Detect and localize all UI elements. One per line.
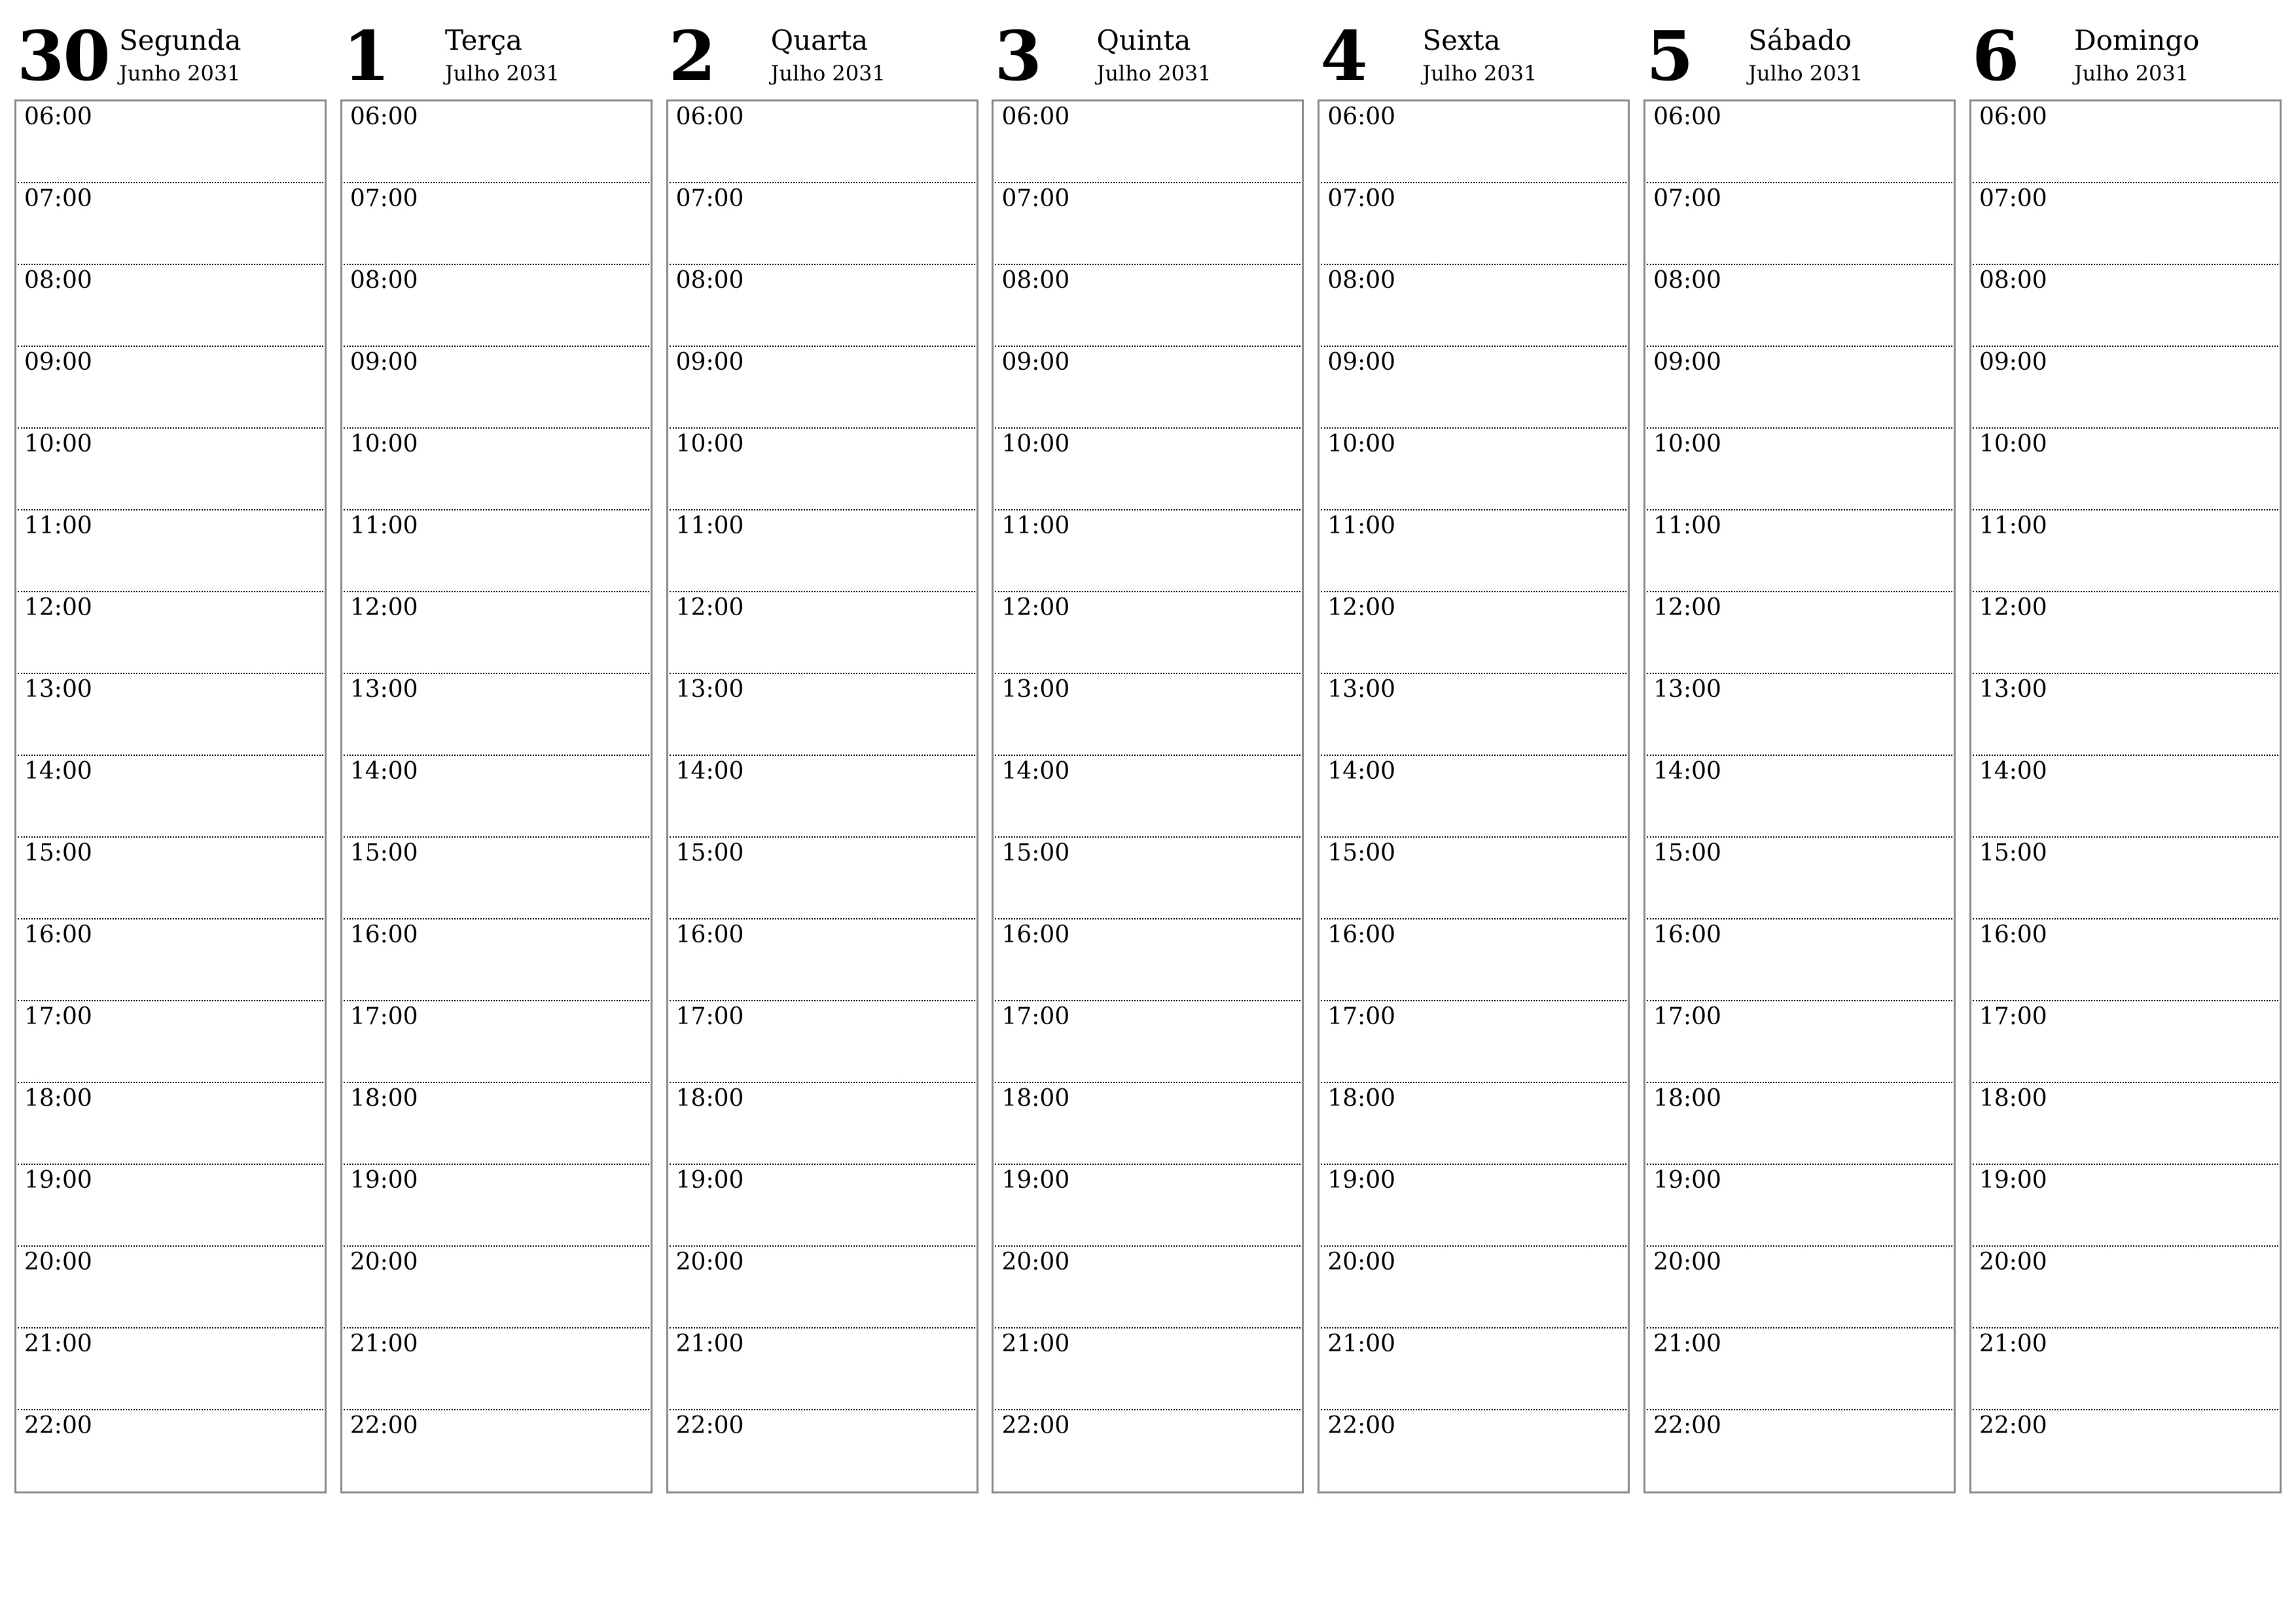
time-slot-0800[interactable] [1321,265,1626,347]
time-slot-1700[interactable] [1647,1001,1952,1083]
time-slot-2100[interactable] [344,1329,649,1410]
time-slot-1500[interactable] [1647,838,1952,919]
day-month: Julho 2031 [1748,61,1863,86]
day-header [992,16,1304,99]
time-slot-label: 06:00 [1979,103,2047,130]
time-slot-0600[interactable] [670,101,975,183]
time-slot-label: 21:00 [350,1330,418,1357]
day-column-1 [340,16,653,1496]
time-slot-label: 15:00 [350,840,418,866]
time-slot-0600[interactable] [995,101,1300,183]
day-schedule-box [1318,99,1630,1493]
day-column-4 [1318,16,1630,1496]
time-slot-label: 20:00 [350,1249,418,1275]
time-slot-label: 19:00 [1979,1167,2047,1194]
time-slot-1100[interactable] [670,510,975,592]
day-schedule-box [666,99,978,1493]
day-schedule-box [992,99,1304,1493]
time-slot-label: 17:00 [1653,1003,1721,1030]
time-slot-1100[interactable] [995,510,1300,592]
time-slot-2000[interactable] [670,1247,975,1329]
time-slot-label: 12:00 [675,594,744,621]
time-slot-label: 13:00 [350,676,418,703]
time-slot-0700[interactable] [995,183,1300,265]
time-slot-label: 06:00 [1327,103,1396,130]
time-slot-0700[interactable] [1973,183,2278,265]
time-slot-1300[interactable] [18,674,323,756]
time-slot-label: 10:00 [1653,431,1721,457]
day-header [666,16,978,99]
time-slot-0600[interactable] [344,101,649,183]
time-slot-label: 21:00 [1653,1330,1721,1357]
time-slot-label: 21:00 [1327,1330,1396,1357]
time-slot-0600[interactable] [1973,101,2278,183]
time-slot-1300[interactable] [1647,674,1952,756]
day-header [1318,16,1630,99]
day-schedule-box [14,99,327,1493]
time-slot-label: 15:00 [1001,840,1070,866]
time-slot-1500[interactable] [1321,838,1626,919]
time-slot-1300[interactable] [1973,674,2278,756]
time-slot-1100[interactable] [1973,510,2278,592]
time-slot-label: 16:00 [675,921,744,948]
day-name: Domingo [2073,24,2200,56]
time-slot-1200[interactable] [995,592,1300,674]
time-slot-1200[interactable] [344,592,649,674]
time-slot-label: 17:00 [1327,1003,1396,1030]
day-number: 1 [342,16,389,96]
time-slot-label: 11:00 [1979,512,2047,539]
time-slot-label: 18:00 [675,1085,744,1112]
time-slot-label: 15:00 [1979,840,2047,866]
time-slot-0900[interactable] [1321,347,1626,429]
time-slot-label: 08:00 [1979,267,2047,294]
time-slot-1200[interactable] [1321,592,1626,674]
time-slot-1800[interactable] [1647,1083,1952,1165]
day-header [1643,16,1956,99]
day-column-5 [1643,16,1956,1496]
time-slot-1800[interactable] [995,1083,1300,1165]
day-name: Segunda [119,24,242,56]
time-slot-label: 14:00 [24,758,92,785]
time-slot-label: 20:00 [1979,1249,2047,1275]
time-slot-1700[interactable] [344,1001,649,1083]
time-slot-0800[interactable] [995,265,1300,347]
time-slot-label: 12:00 [350,594,418,621]
time-slot-1000[interactable] [670,429,975,510]
time-slot-0600[interactable] [1321,101,1626,183]
time-slot-label: 18:00 [1979,1085,2047,1112]
time-slot-1600[interactable] [1321,919,1626,1001]
time-slot-label: 06:00 [24,103,92,130]
time-slot-2100[interactable] [1321,1329,1626,1410]
time-slot-label: 13:00 [1979,676,2047,703]
time-slot-2000[interactable] [344,1247,649,1329]
time-slot-2000[interactable] [18,1247,323,1329]
time-slot-1300[interactable] [1321,674,1626,756]
time-slot-label: 11:00 [1001,512,1070,539]
time-slot-1400[interactable] [1647,756,1952,838]
time-slot-0700[interactable] [670,183,975,265]
day-number: 3 [994,16,1041,96]
time-slot-label: 22:00 [1653,1412,1721,1439]
time-slot-label: 22:00 [1979,1412,2047,1439]
time-slot-1200[interactable] [1973,592,2278,674]
time-slot-label: 15:00 [1327,840,1396,866]
time-slot-1400[interactable] [1973,756,2278,838]
time-slot-1100[interactable] [18,510,323,592]
time-slot-label: 14:00 [675,758,744,785]
time-slot-label: 09:00 [1327,349,1396,376]
time-slot-label: 20:00 [1001,1249,1070,1275]
time-slot-label: 11:00 [675,512,744,539]
time-slot-1500[interactable] [995,838,1300,919]
time-slot-1800[interactable] [18,1083,323,1165]
time-slot-0900[interactable] [344,347,649,429]
time-slot-label: 06:00 [675,103,744,130]
time-slot-label: 17:00 [24,1003,92,1030]
time-slot-label: 14:00 [350,758,418,785]
time-slot-1000[interactable] [18,429,323,510]
day-name: Quarta [770,24,869,56]
time-slot-1400[interactable] [670,756,975,838]
time-slot-label: 12:00 [24,594,92,621]
time-slot-2100[interactable] [995,1329,1300,1410]
time-slot-1500[interactable] [344,838,649,919]
time-slot-label: 07:00 [350,185,418,212]
time-slot-label: 13:00 [1001,676,1070,703]
time-slot-2200[interactable] [18,1410,323,1492]
day-number: 30 [17,16,109,96]
day-month: Julho 2031 [444,61,560,86]
time-slot-1900[interactable] [670,1165,975,1247]
time-slot-label: 15:00 [1653,840,1721,866]
time-slot-1400[interactable] [1321,756,1626,838]
time-slot-label: 17:00 [1001,1003,1070,1030]
time-slot-1800[interactable] [670,1083,975,1165]
time-slot-label: 10:00 [1979,431,2047,457]
time-slot-1000[interactable] [344,429,649,510]
time-slot-label: 06:00 [1653,103,1721,130]
day-column-6 [1969,16,2282,1496]
time-slot-0900[interactable] [995,347,1300,429]
day-schedule-box [340,99,653,1493]
time-slot-0800[interactable] [18,265,323,347]
time-slot-label: 19:00 [1001,1167,1070,1194]
time-slot-1600[interactable] [670,919,975,1001]
time-slot-label: 18:00 [1653,1085,1721,1112]
time-slot-1500[interactable] [670,838,975,919]
time-slot-2100[interactable] [1973,1329,2278,1410]
time-slot-label: 19:00 [1327,1167,1396,1194]
time-slot-0600[interactable] [18,101,323,183]
time-slot-label: 22:00 [1327,1412,1396,1439]
time-slot-label: 14:00 [1001,758,1070,785]
time-slot-label: 06:00 [350,103,418,130]
time-slot-1300[interactable] [670,674,975,756]
time-slot-1200[interactable] [18,592,323,674]
time-slot-label: 09:00 [350,349,418,376]
day-month: Junho 2031 [119,61,241,86]
day-name: Terça [444,24,523,56]
time-slot-1700[interactable] [995,1001,1300,1083]
time-slot-1600[interactable] [995,919,1300,1001]
time-slot-1500[interactable] [1973,838,2278,919]
time-slot-label: 12:00 [1327,594,1396,621]
time-slot-1200[interactable] [670,592,975,674]
time-slot-1100[interactable] [1321,510,1626,592]
time-slot-1900[interactable] [18,1165,323,1247]
day-column-0 [14,16,327,1496]
time-slot-label: 20:00 [1327,1249,1396,1275]
time-slot-0900[interactable] [1973,347,2278,429]
time-slot-2200[interactable] [995,1410,1300,1492]
time-slot-label: 21:00 [24,1330,92,1357]
day-header [14,16,327,99]
time-slot-0800[interactable] [1647,265,1952,347]
time-slot-label: 08:00 [24,267,92,294]
time-slot-1300[interactable] [995,674,1300,756]
time-slot-label: 17:00 [675,1003,744,1030]
time-slot-1800[interactable] [344,1083,649,1165]
time-slot-2000[interactable] [995,1247,1300,1329]
time-slot-label: 16:00 [24,921,92,948]
day-header [340,16,653,99]
time-slot-label: 10:00 [1327,431,1396,457]
time-slot-label: 11:00 [1653,512,1721,539]
time-slot-label: 16:00 [1327,921,1396,948]
time-slot-label: 20:00 [24,1249,92,1275]
time-slot-2200[interactable] [1321,1410,1626,1492]
time-slot-label: 10:00 [675,431,744,457]
time-slot-2000[interactable] [1973,1247,2278,1329]
time-slot-label: 18:00 [1001,1085,1070,1112]
time-slot-2000[interactable] [1647,1247,1952,1329]
time-slot-1400[interactable] [995,756,1300,838]
time-slot-0900[interactable] [1647,347,1952,429]
time-slot-2100[interactable] [1647,1329,1952,1410]
time-slot-label: 13:00 [1327,676,1396,703]
time-slot-1300[interactable] [344,674,649,756]
time-slot-label: 09:00 [1653,349,1721,376]
time-slot-label: 22:00 [1001,1412,1070,1439]
time-slot-label: 13:00 [24,676,92,703]
time-slot-label: 07:00 [1001,185,1070,212]
day-column-2 [666,16,978,1496]
time-slot-1100[interactable] [1647,510,1952,592]
time-slot-1700[interactable] [670,1001,975,1083]
day-schedule-box [1969,99,2282,1493]
time-slot-label: 16:00 [1001,921,1070,948]
time-slot-label: 11:00 [1327,512,1396,539]
time-slot-label: 09:00 [1979,349,2047,376]
time-slot-2100[interactable] [670,1329,975,1410]
time-slot-0700[interactable] [344,183,649,265]
time-slot-1900[interactable] [344,1165,649,1247]
day-name: Sexta [1422,24,1501,56]
time-slot-0700[interactable] [1647,183,1952,265]
time-slot-label: 11:00 [24,512,92,539]
time-slot-label: 18:00 [1327,1085,1396,1112]
time-slot-label: 18:00 [24,1085,92,1112]
time-slot-1700[interactable] [1321,1001,1626,1083]
time-slot-label: 21:00 [675,1330,744,1357]
time-slot-label: 22:00 [24,1412,92,1439]
time-slot-label: 08:00 [1327,267,1396,294]
time-slot-0800[interactable] [1973,265,2278,347]
weekly-planner [14,16,2282,1496]
time-slot-label: 22:00 [350,1412,418,1439]
time-slot-label: 21:00 [1979,1330,2047,1357]
time-slot-0700[interactable] [18,183,323,265]
time-slot-0800[interactable] [344,265,649,347]
time-slot-2200[interactable] [1647,1410,1952,1492]
time-slot-label: 07:00 [24,185,92,212]
day-month: Julho 2031 [1422,61,1537,86]
time-slot-1700[interactable] [18,1001,323,1083]
time-slot-label: 13:00 [1653,676,1721,703]
time-slot-label: 18:00 [350,1085,418,1112]
time-slot-label: 16:00 [1979,921,2047,948]
day-column-3 [992,16,1304,1496]
day-month: Julho 2031 [770,61,886,86]
day-header [1969,16,2282,99]
time-slot-label: 14:00 [1327,758,1396,785]
time-slot-label: 15:00 [675,840,744,866]
time-slot-1900[interactable] [1973,1165,2278,1247]
time-slot-label: 08:00 [1001,267,1070,294]
time-slot-label: 13:00 [675,676,744,703]
time-slot-1700[interactable] [1973,1001,2278,1083]
day-number: 2 [668,16,715,96]
time-slot-label: 19:00 [24,1167,92,1194]
time-slot-2200[interactable] [344,1410,649,1492]
time-slot-1200[interactable] [1647,592,1952,674]
time-slot-label: 19:00 [1653,1167,1721,1194]
time-slot-2200[interactable] [1973,1410,2278,1492]
time-slot-label: 19:00 [675,1167,744,1194]
time-slot-1900[interactable] [1647,1165,1952,1247]
time-slot-1400[interactable] [344,756,649,838]
time-slot-1600[interactable] [1973,919,2278,1001]
time-slot-label: 07:00 [1327,185,1396,212]
time-slot-0900[interactable] [670,347,975,429]
time-slot-2000[interactable] [1321,1247,1626,1329]
time-slot-label: 16:00 [350,921,418,948]
time-slot-label: 08:00 [675,267,744,294]
time-slot-label: 08:00 [1653,267,1721,294]
time-slot-1000[interactable] [1973,429,2278,510]
time-slot-label: 20:00 [675,1249,744,1275]
time-slot-1100[interactable] [344,510,649,592]
time-slot-label: 22:00 [675,1412,744,1439]
time-slot-1000[interactable] [995,429,1300,510]
time-slot-label: 06:00 [1001,103,1070,130]
time-slot-label: 21:00 [1001,1330,1070,1357]
time-slot-0600[interactable] [1647,101,1952,183]
time-slot-label: 15:00 [24,840,92,866]
time-slot-label: 12:00 [1979,594,2047,621]
time-slot-label: 10:00 [24,431,92,457]
time-slot-1500[interactable] [18,838,323,919]
day-number: 6 [1971,16,2018,96]
time-slot-label: 14:00 [1653,758,1721,785]
time-slot-label: 07:00 [675,185,744,212]
time-slot-2200[interactable] [670,1410,975,1492]
time-slot-label: 11:00 [350,512,418,539]
day-name: Sábado [1748,24,1852,56]
time-slot-label: 20:00 [1653,1249,1721,1275]
time-slot-0700[interactable] [1321,183,1626,265]
time-slot-1000[interactable] [1647,429,1952,510]
time-slot-label: 12:00 [1653,594,1721,621]
time-slot-0800[interactable] [670,265,975,347]
time-slot-label: 16:00 [1653,921,1721,948]
time-slot-label: 07:00 [1653,185,1721,212]
time-slot-1600[interactable] [1647,919,1952,1001]
time-slot-0900[interactable] [18,347,323,429]
time-slot-label: 12:00 [1001,594,1070,621]
time-slot-label: 10:00 [350,431,418,457]
time-slot-label: 08:00 [350,267,418,294]
time-slot-label: 17:00 [1979,1003,2047,1030]
time-slot-label: 07:00 [1979,185,2047,212]
time-slot-1900[interactable] [995,1165,1300,1247]
time-slot-1600[interactable] [344,919,649,1001]
time-slot-1600[interactable] [18,919,323,1001]
time-slot-label: 09:00 [24,349,92,376]
time-slot-label: 10:00 [1001,431,1070,457]
day-schedule-box [1643,99,1956,1493]
day-number: 4 [1320,16,1367,96]
time-slot-2100[interactable] [18,1329,323,1410]
day-number: 5 [1646,16,1693,96]
time-slot-label: 19:00 [350,1167,418,1194]
time-slot-label: 17:00 [350,1003,418,1030]
time-slot-1800[interactable] [1973,1083,2278,1165]
time-slot-1900[interactable] [1321,1165,1626,1247]
time-slot-1000[interactable] [1321,429,1626,510]
time-slot-label: 14:00 [1979,758,2047,785]
day-month: Julho 2031 [1096,61,1211,86]
time-slot-1400[interactable] [18,756,323,838]
day-month: Julho 2031 [2073,61,2189,86]
time-slot-label: 09:00 [675,349,744,376]
time-slot-label: 09:00 [1001,349,1070,376]
day-name: Quinta [1096,24,1191,56]
time-slot-1800[interactable] [1321,1083,1626,1165]
